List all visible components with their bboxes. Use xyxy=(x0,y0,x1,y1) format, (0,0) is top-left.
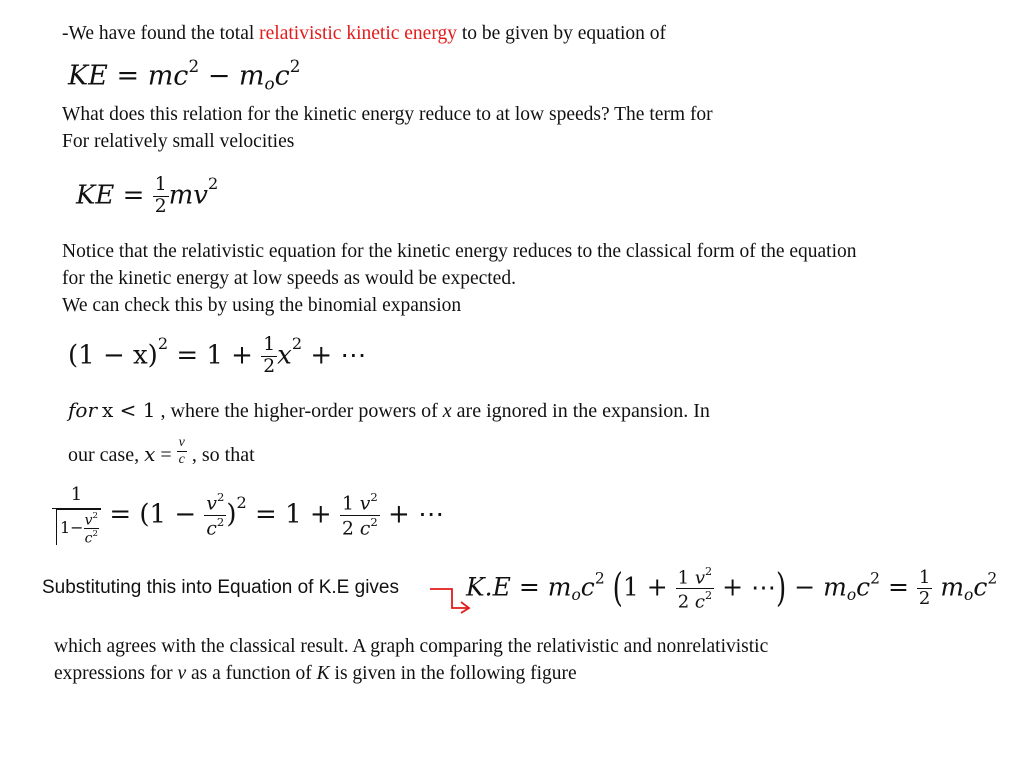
eq1-term1: mc xyxy=(147,60,189,92)
intro-line xyxy=(62,20,666,47)
eq3-tail: + ⋯ xyxy=(310,340,367,371)
conclusion-line-2: expressions for v as a function of K is given in the following figure xyxy=(54,663,577,684)
eq1-equals: = xyxy=(116,60,140,92)
case-text: our case, xyxy=(68,444,145,466)
eq3-half: $\frac{1}{2}$ xyxy=(263,334,276,377)
eq4-tail: + ⋯ xyxy=(388,499,445,530)
eq3-x-exp: 2 xyxy=(291,334,303,353)
eq3-exp: 2 xyxy=(157,334,169,353)
eq5-open-paren: ( xyxy=(612,566,623,612)
eq3-lhs: (1 − x) xyxy=(68,340,158,371)
eq3-rhs-start: = 1 + xyxy=(176,340,253,371)
eq1-minus: − xyxy=(207,60,231,92)
conclusion-line-1: which agrees with the classical result. A graph comparing the relativistic and nonrelativistic xyxy=(54,636,769,657)
cond-inequality: x < 1 xyxy=(102,398,156,422)
eq1-term2-c: c xyxy=(274,60,290,92)
equation-gamma-expansion xyxy=(52,486,444,545)
eq4-rhs-start: = 1 + xyxy=(255,499,332,530)
case-text-end: , so that xyxy=(186,444,255,466)
eq4-exp: 2 xyxy=(236,493,247,512)
eq5-equals-2: = xyxy=(888,572,909,602)
question-line-1: What does this relation for the kinetic energy reduce to at low speeds? The term for xyxy=(62,104,713,125)
eq5-minus: − xyxy=(794,572,816,602)
case-x: x xyxy=(144,442,156,466)
intro-text-end: to be given by equation of xyxy=(456,23,667,44)
eq4-middle: = (1 − xyxy=(109,499,197,530)
eq1-term2-exp: 2 xyxy=(289,56,301,76)
case-line xyxy=(68,436,255,469)
conclusion-paragraph xyxy=(54,633,768,687)
cond-x: x xyxy=(442,400,452,422)
eq5-inner: 1 + xyxy=(622,572,668,602)
eq2-half: $\frac{1}{2}$ xyxy=(154,174,167,217)
eq2-equals: = xyxy=(122,180,145,211)
eq2-exp: 2 xyxy=(207,174,219,193)
eq5-close-paren: ) xyxy=(775,566,787,612)
question-line-2: For relatively small velocities xyxy=(62,131,295,152)
eq5-tail: + ⋯ xyxy=(722,572,776,602)
notice-line-2: for the kinetic energy at low speeds as would be expected. xyxy=(62,268,516,289)
eq4-close-paren: ) xyxy=(226,499,237,530)
substituting-text: Substituting this into Equation of K.E gives xyxy=(42,577,399,598)
intro-text: -We have found the total xyxy=(62,23,260,44)
eq5-sub: o xyxy=(571,586,581,604)
notice-paragraph xyxy=(62,238,857,319)
substituting-label xyxy=(42,577,399,599)
condition-line xyxy=(68,398,710,425)
eq5-m: m xyxy=(547,572,572,602)
eq1-lhs: KE xyxy=(68,60,108,92)
cond-text-end: are ignored in the expansion. In xyxy=(451,400,710,422)
case-equals: = xyxy=(155,444,177,466)
eq5-exp: 2 xyxy=(594,569,605,588)
equation-relativistic-ke xyxy=(68,58,300,92)
eq5-equals: = xyxy=(518,572,540,602)
eq4-gamma: 1 1− $\frac{v^2}{c^2}$ xyxy=(52,486,101,545)
eq5-lhs: K.E xyxy=(466,572,511,602)
eq5-half: $\frac{1}{2}$ xyxy=(918,567,931,610)
eq3-x: x xyxy=(277,340,292,371)
eq4-v2-over-c2: $\frac{v^2}{c^2}$ xyxy=(206,489,225,540)
equation-ke-substituted: $K.E = m_oc^2$ (1 + $\frac{1 v^2}{2 c^2}$ + ⋯) − $m_oc^2$ = $\frac{1}{2}$ $m_oc^2$ xyxy=(466,565,998,613)
equation-binomial xyxy=(68,336,366,377)
eq5-half-v2-c2: $\frac{1 v^2}{2 c^2}$ xyxy=(677,565,713,613)
eq1-term2-sub: o xyxy=(264,73,275,94)
question-paragraph xyxy=(62,101,713,155)
equation-classical-ke xyxy=(76,176,218,217)
notice-line-3: We can check this by using the binomial expansion xyxy=(62,295,462,316)
cond-text: , where the higher-order powers of xyxy=(155,400,443,422)
notice-line-1: Notice that the relativistic equation for the kinetic energy reduces to the classical form of the equation xyxy=(62,241,857,262)
eq1-term2-m: m xyxy=(238,60,265,92)
case-fraction: $\frac{v}{c}$ xyxy=(178,435,185,467)
eq5-c: c xyxy=(580,572,595,602)
eq2-rhs: mv xyxy=(168,180,208,211)
eq2-lhs: KE xyxy=(76,180,115,211)
highlight-term: relativistic kinetic energy xyxy=(259,23,457,44)
cond-for: for xyxy=(68,398,98,422)
eq1-term1-exp: 2 xyxy=(188,56,200,76)
eq4-half-v2-c2: $\frac{1 v^2}{2 c^2}$ xyxy=(341,489,378,540)
